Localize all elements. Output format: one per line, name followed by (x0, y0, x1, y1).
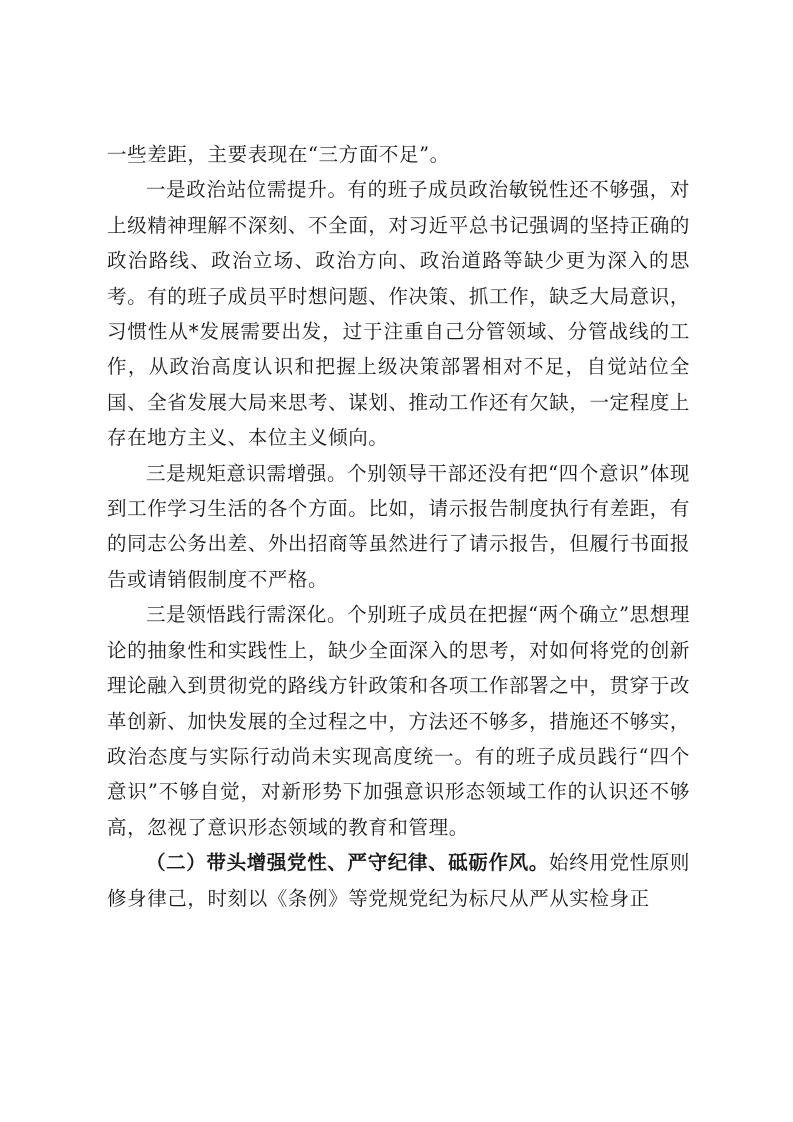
paragraph-text: 始终用党性原则修身律己，时刻以《条例》等党规党纪为标尺从严从实检身正 (107, 851, 690, 910)
paragraph-rule-awareness (107, 456, 690, 598)
paragraph-text: 三是规矩意识需增强。个别领导干部还没有把“四个意识”体现到工作学习生活的各个方面。比如，请示报告制度执行有差距，有的同志公务出差、外出招商等虽然进行了请示报告，但履行书面报告或请销假制度不严格。 (107, 461, 690, 591)
paragraph-political-stance (107, 172, 690, 455)
paragraph-practice (107, 597, 690, 845)
paragraph-section-two (107, 845, 690, 916)
document-body (107, 137, 690, 916)
paragraph-text: 一些差距，主要表现在“三方面不足”。 (107, 143, 450, 166)
paragraph-text: 三是领悟践行需深化。个别班子成员在把握“两个确立”思想理论的抽象性和实践性上，缺少全面深入的思考，对如何将党的创新理论融入到贯彻党的路线方针政策和各项工作部署之中，贯穿于改革创新、加快发展的全过程之中，方法还不够多，措施还不够实，政治态度与实际行动尚未实现高度统一。有的班子成员践行“四个意识”不够自觉，对新形势下加强意识形态领域工作的认识还不够高，忽视了意识形态领域的教育和管理。 (107, 603, 690, 839)
paragraph-text: 一是政治站位需提升。有的班子成员政治敏锐性还不够强，对上级精神理解不深刻、不全面，对习近平总书记强调的坚持正确的政治路线、政治立场、政治方向、政治道路等缺少更为深入的思考。有的班子成员平时想问题、作决策、抓工作，缺乏大局意识，习惯性从*发展需要出发，过于注重自己分管领域、分管战线的工作，从政治高度认识和把握上级决策部署相对不足，自觉站位全国、全省发展大局来思考、谋划、推动工作还有欠缺，一定程度上存在地方主义、本位主义倾向。 (107, 178, 690, 450)
paragraph-intro (107, 137, 690, 172)
section-heading: （二）带头增强党性、严守纪律、砥砺作风。 (146, 851, 549, 875)
